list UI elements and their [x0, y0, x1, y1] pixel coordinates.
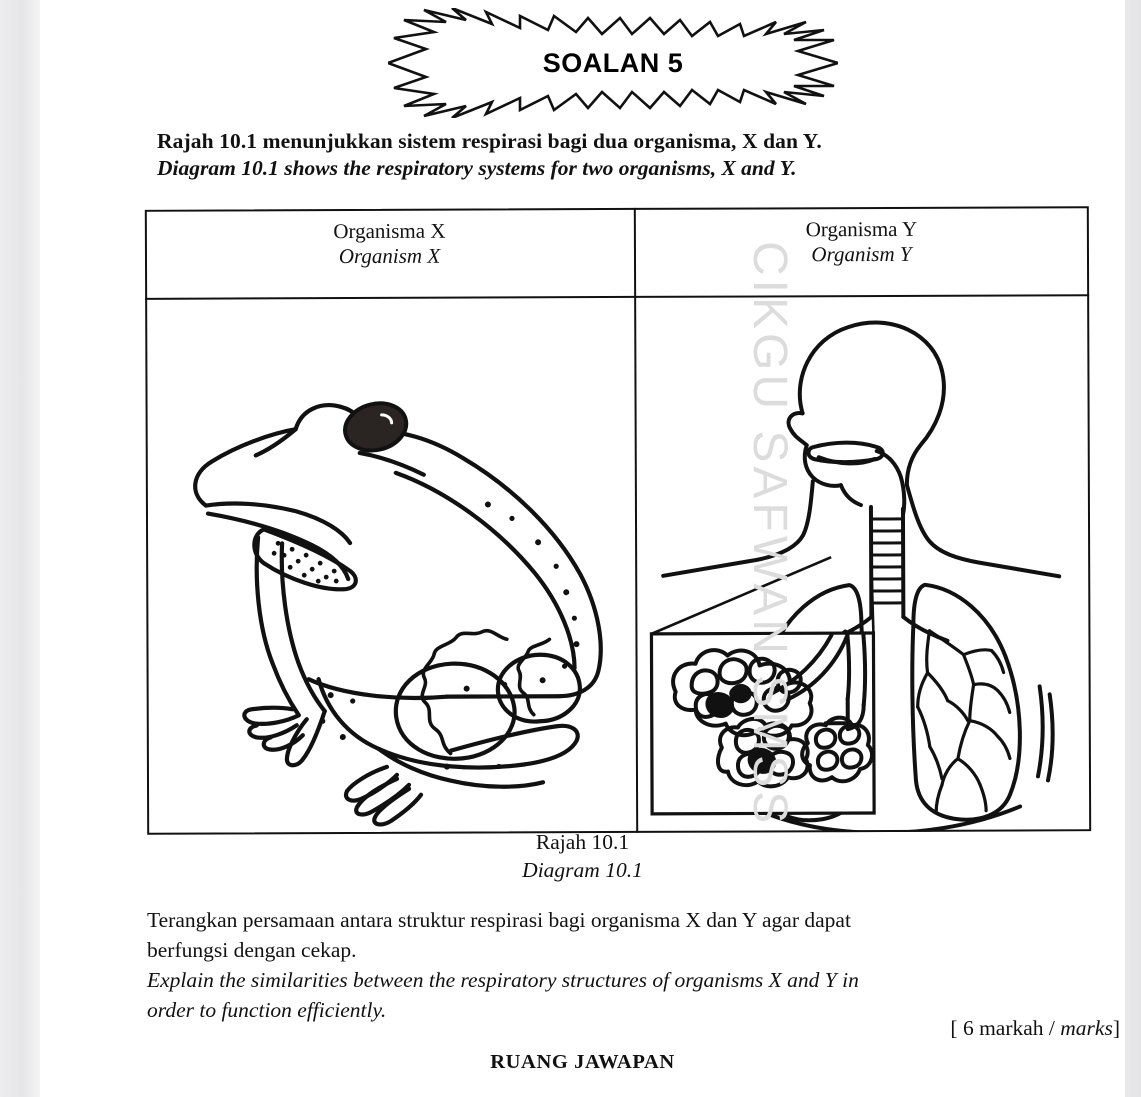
watermark-text: CIKGU SAFWAN SMSS [743, 241, 796, 828]
question-badge-label: SOALAN 5 [542, 47, 684, 78]
intro-text-english: Diagram 10.1 shows the respiratory systems for two organisms, X and Y. [157, 156, 797, 180]
page-right-margin-strip [1125, 0, 1141, 1097]
caption-malay: Rajah 10.1 [535, 830, 630, 854]
human-respiratory-diagram [634, 294, 1091, 833]
answer-space-heading: RUANG JAWAPAN [490, 1051, 675, 1073]
document-page [40, 0, 1125, 1097]
marks-italic: marks [1060, 1016, 1113, 1040]
header-y-english: Organism Y [811, 241, 912, 267]
marks-allocation [40, 1016, 1120, 1041]
alveoli-inset [651, 557, 874, 814]
question-badge [388, 8, 838, 118]
diagram-caption [40, 828, 1125, 884]
table-header-organism-x [145, 218, 634, 292]
marks-prefix: [ 6 markah / [950, 1016, 1061, 1040]
header-y-malay: Organisma Y [805, 216, 918, 242]
question-english-line1: Explain the similarities between the respiratory structures of organisms X and Y in [147, 968, 859, 992]
figure-organism-y-human [634, 294, 1091, 833]
diagram-table [145, 206, 1091, 835]
header-x-english: Organism X [338, 243, 441, 269]
caption-english: Diagram 10.1 [522, 858, 643, 882]
question-english-line2: order to function efficiently. [147, 998, 387, 1022]
figure-organism-x-frog [145, 296, 636, 835]
question-malay-line2: berfungsi dengan cekap. [147, 938, 357, 962]
intro-text [157, 128, 1097, 182]
marks-suffix: ] [1112, 1016, 1120, 1040]
header-x-malay: Organisma X [333, 218, 446, 244]
frog-respiratory-diagram [145, 296, 636, 835]
table-header-organism-y [634, 216, 1089, 290]
question-malay-line1: Terangkan persamaan antara struktur respirasi bagi organisma X dan Y agar dapat [147, 908, 851, 932]
question-text [147, 905, 1092, 1025]
intro-text-malay: Rajah 10.1 menunjukkan sistem respirasi bagi dua organisma, X dan Y. [157, 129, 822, 153]
page-left-margin-strip [0, 0, 40, 1097]
